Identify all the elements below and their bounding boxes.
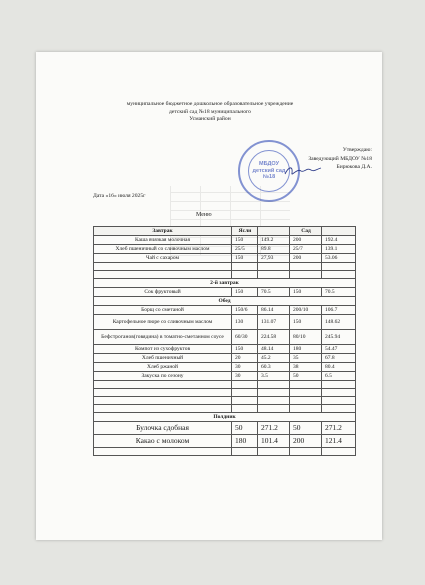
value-cell [258,448,290,456]
value-cell: 101.4 [258,435,290,448]
value-cell: 131.07 [258,315,290,330]
value-cell [322,381,356,389]
value-cell: 130 [232,315,258,330]
table-row [94,381,356,389]
institution-header [85,101,335,124]
value-cell: 200 [290,254,322,263]
value-cell: 80/10 [290,330,322,345]
value-cell: 245.94 [322,330,356,345]
stamp-line-2: детский сад [252,167,286,174]
table-row [94,389,356,397]
value-cell [232,263,258,271]
value-cell [258,227,290,236]
value-cell: 200 [290,236,322,245]
value-cell [258,397,290,405]
value-cell [322,405,356,413]
table-row [94,288,356,297]
value-cell [232,448,258,456]
approve-line-2: Заведующий МБДОУ №18 [308,155,372,162]
section-title: 2-й завтрак [94,279,356,288]
value-cell: 60/30 [232,330,258,345]
value-cell: 50 [290,372,322,381]
table-row [94,448,356,456]
dish-name-cell: Хлеб пшеничный со сливочным маслом [94,245,232,254]
value-cell [290,389,322,397]
value-cell: 25/5 [232,245,258,254]
menu-date: Дата «16» июля 2025г [93,193,146,199]
value-cell: 150 [232,254,258,263]
value-cell [232,389,258,397]
value-cell [232,271,258,279]
value-cell [290,448,322,456]
value-cell [322,448,356,456]
header-line-2: детский сад №18 муниципального [169,108,251,115]
dish-name-cell [94,271,232,279]
value-cell [322,389,356,397]
dish-name-cell: Какао с молоком [94,435,232,448]
value-cell: 149.2 [258,236,290,245]
dish-name-cell: Завтрак [94,227,232,236]
approve-line-1: Утверждаю: [342,147,372,153]
header-line-1: муниципальное бюджетное дошкольное образовательное учреждение [126,101,294,107]
table-row [94,397,356,405]
value-cell: 35 [290,354,322,363]
menu-title: Меню [196,212,212,218]
value-cell: 70.5 [322,288,356,297]
menu-table-body [94,227,356,456]
value-cell: 25/7 [290,245,322,254]
table-row [94,227,356,236]
table-row [94,315,356,330]
section-row [94,297,356,306]
value-cell: 30 [232,363,258,372]
stamp-line-3: №18 [262,174,276,181]
value-cell: 89.8 [258,245,290,254]
value-cell: 6.5 [322,372,356,381]
value-cell: 60.3 [258,363,290,372]
dish-name-cell [94,263,232,271]
value-cell: 224.58 [258,330,290,345]
value-cell: 53.06 [322,254,356,263]
value-cell: 80.4 [322,363,356,372]
dish-name-cell: Чай с сахаром [94,254,232,263]
section-title: Обед [94,297,356,306]
value-cell: 30 [232,372,258,381]
table-row [94,405,356,413]
value-cell: 50 [290,422,322,435]
value-cell [322,263,356,271]
approve-line-3: Бирюкова Д.А. [336,164,372,170]
value-cell: 45.2 [258,354,290,363]
dish-name-cell: Картофельное пюре со сливочным маслом [94,315,232,330]
value-cell: 150/6 [232,306,258,315]
table-row [94,345,356,354]
section-row [94,279,356,288]
value-cell: 150 [232,345,258,354]
value-cell: 20 [232,354,258,363]
value-cell [290,381,322,389]
dish-name-cell: Компот из сухофруктов [94,345,232,354]
dish-name-cell [94,389,232,397]
value-cell [258,405,290,413]
table-row [94,372,356,381]
table-row [94,271,356,279]
value-cell: 150 [232,236,258,245]
value-cell: 38 [290,363,322,372]
value-cell: 106.7 [322,306,356,315]
value-cell: Сад [290,227,322,236]
value-cell: 150 [290,288,322,297]
table-row [94,363,356,372]
value-cell: 86.14 [258,306,290,315]
value-cell: 3.5 [258,372,290,381]
value-cell: 150 [232,288,258,297]
value-cell [258,271,290,279]
value-cell: 271.2 [258,422,290,435]
stamp-line-1: МБДОУ [258,161,279,168]
value-cell [290,263,322,271]
value-cell [232,397,258,405]
dish-name-cell: Хлеб пшеничный [94,354,232,363]
value-cell [258,381,290,389]
dish-name-cell [94,381,232,389]
dish-name-cell [94,448,232,456]
dish-name-cell: Хлеб ржаной [94,363,232,372]
dish-name-cell [94,405,232,413]
value-cell: 150 [290,315,322,330]
value-cell [232,381,258,389]
value-cell: 271.2 [322,422,356,435]
value-cell: 67.8 [322,354,356,363]
dish-name-cell [94,397,232,405]
value-cell [258,263,290,271]
table-row [94,330,356,345]
approval-block [262,146,372,172]
value-cell: 192.4 [322,236,356,245]
table-row [94,254,356,263]
section-title: Полдник [94,413,356,422]
dish-name-cell: Бефстроганов(говядина) в томатно-сметанном соусе [94,330,232,345]
table-row [94,306,356,315]
table-row [94,435,356,448]
value-cell [290,405,322,413]
table-row [94,354,356,363]
value-cell [322,271,356,279]
value-cell: 139.1 [322,245,356,254]
value-cell [258,389,290,397]
value-cell: 50 [232,422,258,435]
dish-name-cell: Борщ со сметаной [94,306,232,315]
value-cell: 200 [290,435,322,448]
dish-name-cell: Закуска по сезону [94,372,232,381]
value-cell: 54.47 [322,345,356,354]
dish-name-cell: Сок фруктовый [94,288,232,297]
value-cell: 200/10 [290,306,322,315]
value-cell: 121.4 [322,435,356,448]
value-cell [290,271,322,279]
value-cell: 180 [290,345,322,354]
dish-name-cell: Булочка сдобная [94,422,232,435]
value-cell: 48.14 [258,345,290,354]
menu-table [93,226,356,456]
value-cell [290,397,322,405]
value-cell: 27,93 [258,254,290,263]
value-cell: 70.5 [258,288,290,297]
table-row [94,236,356,245]
value-cell: 180 [232,435,258,448]
table-row [94,245,356,254]
header-line-3: Усманский район [189,116,231,122]
value-cell [232,405,258,413]
section-row [94,413,356,422]
value-cell [322,227,356,236]
value-cell: 148.62 [322,315,356,330]
dish-name-cell: Каша вчязкая молочная [94,236,232,245]
table-row [94,263,356,271]
value-cell: Ясли [232,227,258,236]
value-cell [322,397,356,405]
table-row [94,422,356,435]
